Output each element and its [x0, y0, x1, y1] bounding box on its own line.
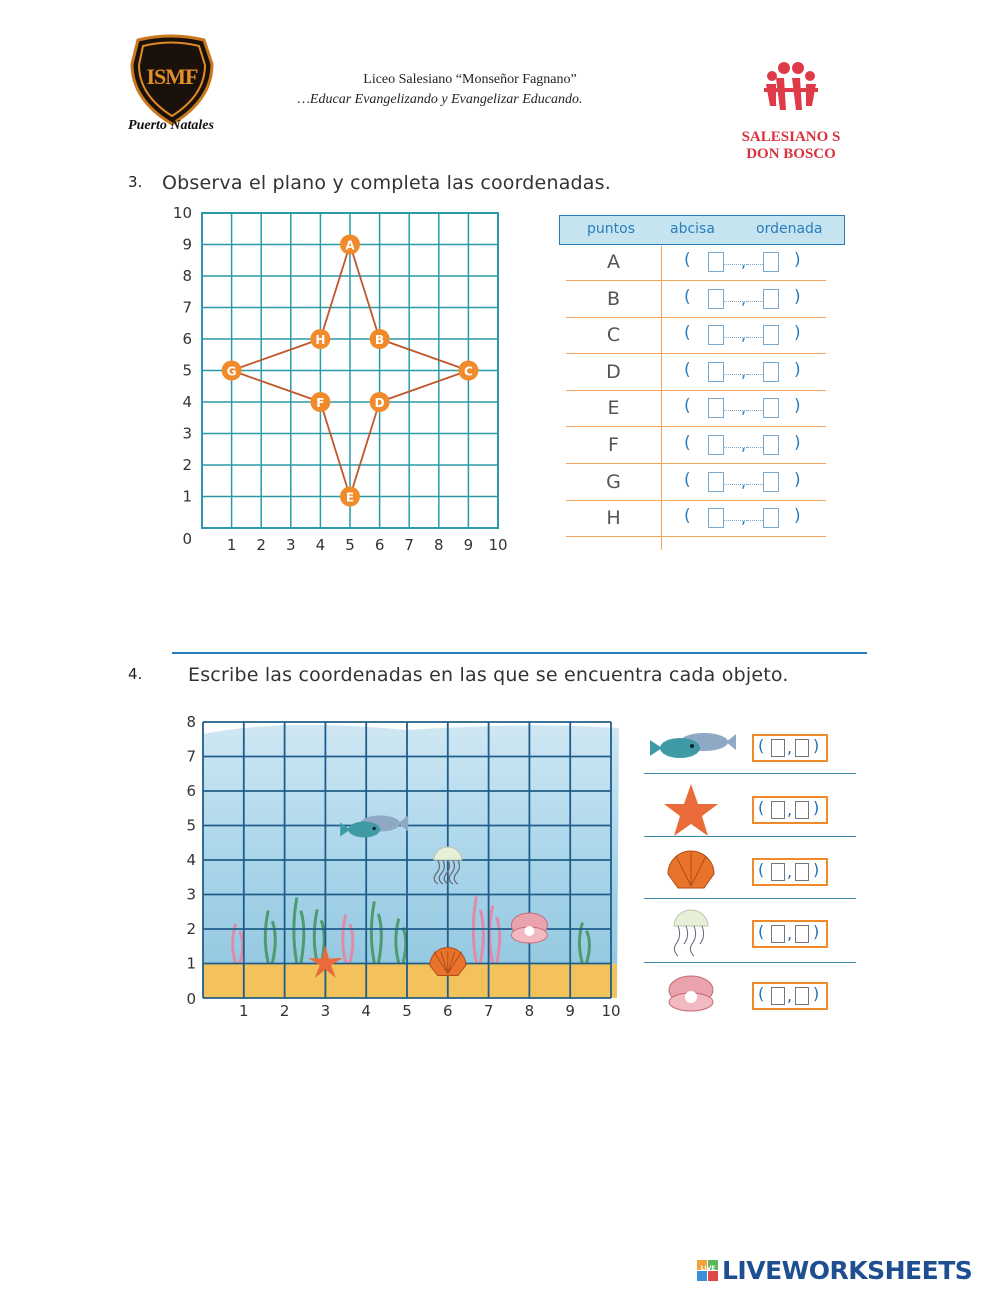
ordenada-input[interactable] [763, 362, 779, 382]
table-row [566, 464, 826, 501]
close-paren: ) [813, 922, 820, 941]
ordenada-input[interactable] [763, 508, 779, 528]
svg-text:G: G [226, 364, 237, 379]
table-row [566, 390, 826, 427]
x-tick-label: 3 [320, 1002, 331, 1020]
open-paren: ( [684, 359, 691, 380]
x-tick-label: 6 [443, 1002, 453, 1020]
open-paren: ( [758, 922, 765, 941]
y-input[interactable] [795, 801, 809, 819]
open-paren: ( [684, 433, 691, 453]
point-label: B [606, 287, 621, 310]
svg-text:H: H [315, 333, 326, 347]
comma: , [741, 361, 747, 381]
comma: , [787, 738, 793, 757]
y-tick-label: 8 [186, 713, 196, 731]
salesianos-logo [736, 58, 846, 166]
x-tick-label: 9 [463, 536, 474, 554]
dotted-line [747, 520, 763, 521]
dotted-line [747, 374, 763, 375]
abcisa-input[interactable] [708, 325, 724, 345]
y-tick-label: 2 [186, 920, 196, 938]
open-paren: ( [684, 396, 691, 417]
x-tick-label: 2 [256, 536, 266, 554]
x-tick-label: 9 [565, 1002, 575, 1020]
point-label: A [607, 251, 620, 273]
crest-city: Puerto Natales [128, 118, 214, 133]
ordenada-input[interactable] [763, 325, 779, 345]
svg-text:A: A [345, 238, 355, 253]
answer-box [752, 920, 828, 948]
answer-box [752, 734, 828, 762]
dotted-line [747, 337, 763, 338]
coordinate-plane-1 [172, 196, 515, 556]
x-tick-label: 8 [434, 536, 444, 554]
point-label: G [606, 470, 621, 493]
crest-letters: ISMF [146, 64, 198, 89]
answer-box [752, 982, 828, 1010]
x-tick-label: 3 [286, 536, 296, 554]
abcisa-input[interactable] [708, 252, 724, 272]
x-tick-label: 4 [361, 1002, 371, 1020]
close-paren: ) [813, 860, 820, 879]
point-label: D [606, 360, 621, 383]
fish-icon [646, 724, 736, 772]
close-paren: ) [813, 984, 820, 1003]
svg-text:C: C [463, 364, 473, 379]
ordenada-input[interactable] [763, 289, 779, 309]
abcisa-input[interactable] [708, 289, 724, 309]
table-row [566, 354, 826, 391]
x-tick-label: 6 [374, 536, 385, 554]
ordenada-input[interactable] [763, 252, 779, 272]
y-input[interactable] [795, 925, 809, 943]
point-c [458, 361, 478, 381]
question-3-number: 3. [128, 173, 143, 191]
y-tick-label: 8 [182, 267, 192, 285]
comma: , [741, 508, 747, 528]
x-tick-label: 1 [226, 536, 237, 554]
abcisa-input[interactable] [708, 435, 724, 455]
y-tick-label: 5 [182, 361, 192, 380]
answer-box [752, 858, 828, 886]
open-paren: ( [758, 736, 765, 755]
clam-icon [646, 970, 736, 1024]
y-tick-label: 6 [182, 330, 192, 348]
header-puntos: puntos [587, 221, 635, 237]
x-input[interactable] [771, 987, 785, 1005]
question-4-number: 4. [128, 665, 143, 683]
y-tick-label: 4 [182, 393, 192, 411]
close-paren: ) [794, 433, 801, 453]
dotted-line [747, 410, 763, 411]
y-tick-label: 6 [186, 782, 196, 800]
starfish-icon [646, 780, 736, 844]
ordenada-input[interactable] [763, 472, 779, 492]
open-paren: ( [684, 286, 691, 307]
abcisa-input[interactable] [708, 398, 724, 418]
ocean-coordinate-plane [180, 700, 630, 1030]
y-tick-label: 2 [182, 456, 192, 474]
school-name: Liceo Salesiano “Monseñor Fagnano” [363, 72, 577, 87]
abcisa-input[interactable] [708, 508, 724, 528]
table-row [566, 500, 826, 537]
svg-text:F: F [316, 396, 325, 410]
salesianos-text-2: DON BOSCO [746, 146, 836, 162]
water-background [203, 725, 619, 998]
origin-label: 0 [182, 530, 192, 548]
ordenada-input[interactable] [763, 398, 779, 418]
y-tick-label: 9 [182, 235, 192, 254]
open-paren: ( [684, 323, 691, 344]
open-paren: ( [758, 798, 765, 817]
close-paren: ) [794, 359, 801, 380]
table-row [566, 244, 826, 281]
svg-text:D: D [374, 396, 385, 410]
sand-strip [203, 964, 617, 999]
x-input[interactable] [771, 925, 785, 943]
close-paren: ) [794, 469, 801, 490]
header-ordenada: ordenada [756, 221, 823, 237]
x-tick-label: 7 [404, 536, 414, 554]
comma: , [741, 435, 747, 454]
comma: , [741, 252, 747, 271]
open-paren: ( [758, 984, 765, 1003]
comma: , [741, 471, 747, 491]
close-paren: ) [794, 396, 801, 417]
table-row [566, 281, 826, 318]
x-tick-label: 1 [239, 1002, 249, 1020]
open-paren: ( [684, 469, 691, 490]
x-input[interactable] [771, 801, 785, 819]
dotted-line [747, 301, 763, 302]
comma: , [741, 325, 747, 345]
y-input[interactable] [795, 739, 809, 757]
y-tick-label: 1 [182, 487, 192, 506]
x-tick-label: 4 [315, 536, 326, 554]
dotted-line [747, 484, 763, 485]
x-tick-label: 7 [483, 1002, 494, 1020]
y-tick-label: 7 [186, 747, 196, 766]
point-h [310, 329, 330, 349]
ordenada-input[interactable] [763, 435, 779, 455]
svg-text:E: E [345, 490, 355, 505]
clam-icon [511, 913, 547, 943]
point-label: E [607, 397, 620, 420]
comma: , [787, 986, 793, 1005]
comma: , [787, 800, 793, 819]
lws-mark-icon [697, 1260, 719, 1282]
answer-box [752, 796, 828, 824]
school-motto: …Educar Evangelizando y Evangelizar Educando. [297, 92, 583, 107]
open-paren: ( [684, 506, 691, 527]
origin-label: 0 [186, 990, 196, 1008]
question-4-text: Escribe las coordenadas en las que se encuentra cada objeto. [188, 664, 789, 686]
close-paren: ) [813, 798, 820, 817]
liveworksheets-brand: LIVEWORKSHEETS [722, 1256, 973, 1285]
y-input[interactable] [795, 863, 809, 881]
point-label: F [608, 434, 619, 456]
row-divider [644, 773, 856, 774]
comma: , [741, 288, 747, 308]
people-icon [736, 58, 846, 118]
x-tick-label: 5 [345, 536, 355, 554]
point-b [370, 329, 390, 349]
x-tick-label: 5 [402, 1002, 412, 1020]
point-label: C [606, 324, 621, 347]
question-3-text: Observa el plano y completa las coordenadas. [162, 172, 611, 194]
liveworksheets-logo [697, 1256, 997, 1286]
close-paren: ) [794, 323, 801, 344]
comma: , [787, 862, 793, 881]
abcisa-input[interactable] [708, 362, 724, 382]
x-tick-label: 8 [524, 1002, 535, 1020]
y-tick-label: 10 [172, 204, 192, 222]
lws-mark-letters: LIVE [700, 1265, 716, 1272]
y-tick-label: 5 [186, 816, 196, 835]
table-header [559, 215, 845, 245]
dotted-line [747, 447, 763, 448]
salesianos-text-1: SALESIANO S [741, 129, 841, 145]
x-tick-label: 2 [279, 1002, 290, 1020]
y-tick-label: 7 [182, 298, 192, 317]
scallop-icon [646, 846, 736, 900]
point-e [340, 487, 360, 507]
dotted-line [747, 264, 763, 265]
svg-text:B: B [375, 333, 385, 347]
point-label: H [606, 507, 621, 530]
header-abcisa: abcisa [670, 221, 715, 237]
abcisa-input[interactable] [708, 472, 724, 492]
table-row [566, 427, 826, 464]
y-tick-label: 3 [182, 424, 192, 443]
close-paren: ) [794, 506, 801, 527]
y-tick-label: 1 [186, 954, 196, 973]
close-paren: ) [794, 250, 801, 270]
close-paren: ) [813, 736, 820, 755]
point-d [370, 392, 390, 412]
y-tick-label: 4 [186, 851, 196, 869]
comma: , [787, 924, 793, 943]
y-input[interactable] [795, 987, 809, 1005]
point-g [222, 361, 242, 381]
open-paren: ( [758, 860, 765, 879]
close-paren: ) [794, 286, 801, 307]
jellyfish-icon [646, 904, 736, 964]
x-input[interactable] [771, 863, 785, 881]
table-row [566, 317, 826, 354]
x-tick-label: 10 [601, 1002, 621, 1020]
x-tick-label: 10 [488, 536, 508, 554]
x-input[interactable] [771, 739, 785, 757]
section-divider [172, 652, 867, 654]
point-f [310, 392, 330, 412]
y-tick-label: 3 [186, 885, 196, 904]
comma: , [741, 398, 747, 418]
open-paren: ( [684, 250, 691, 270]
point-a [340, 235, 360, 255]
